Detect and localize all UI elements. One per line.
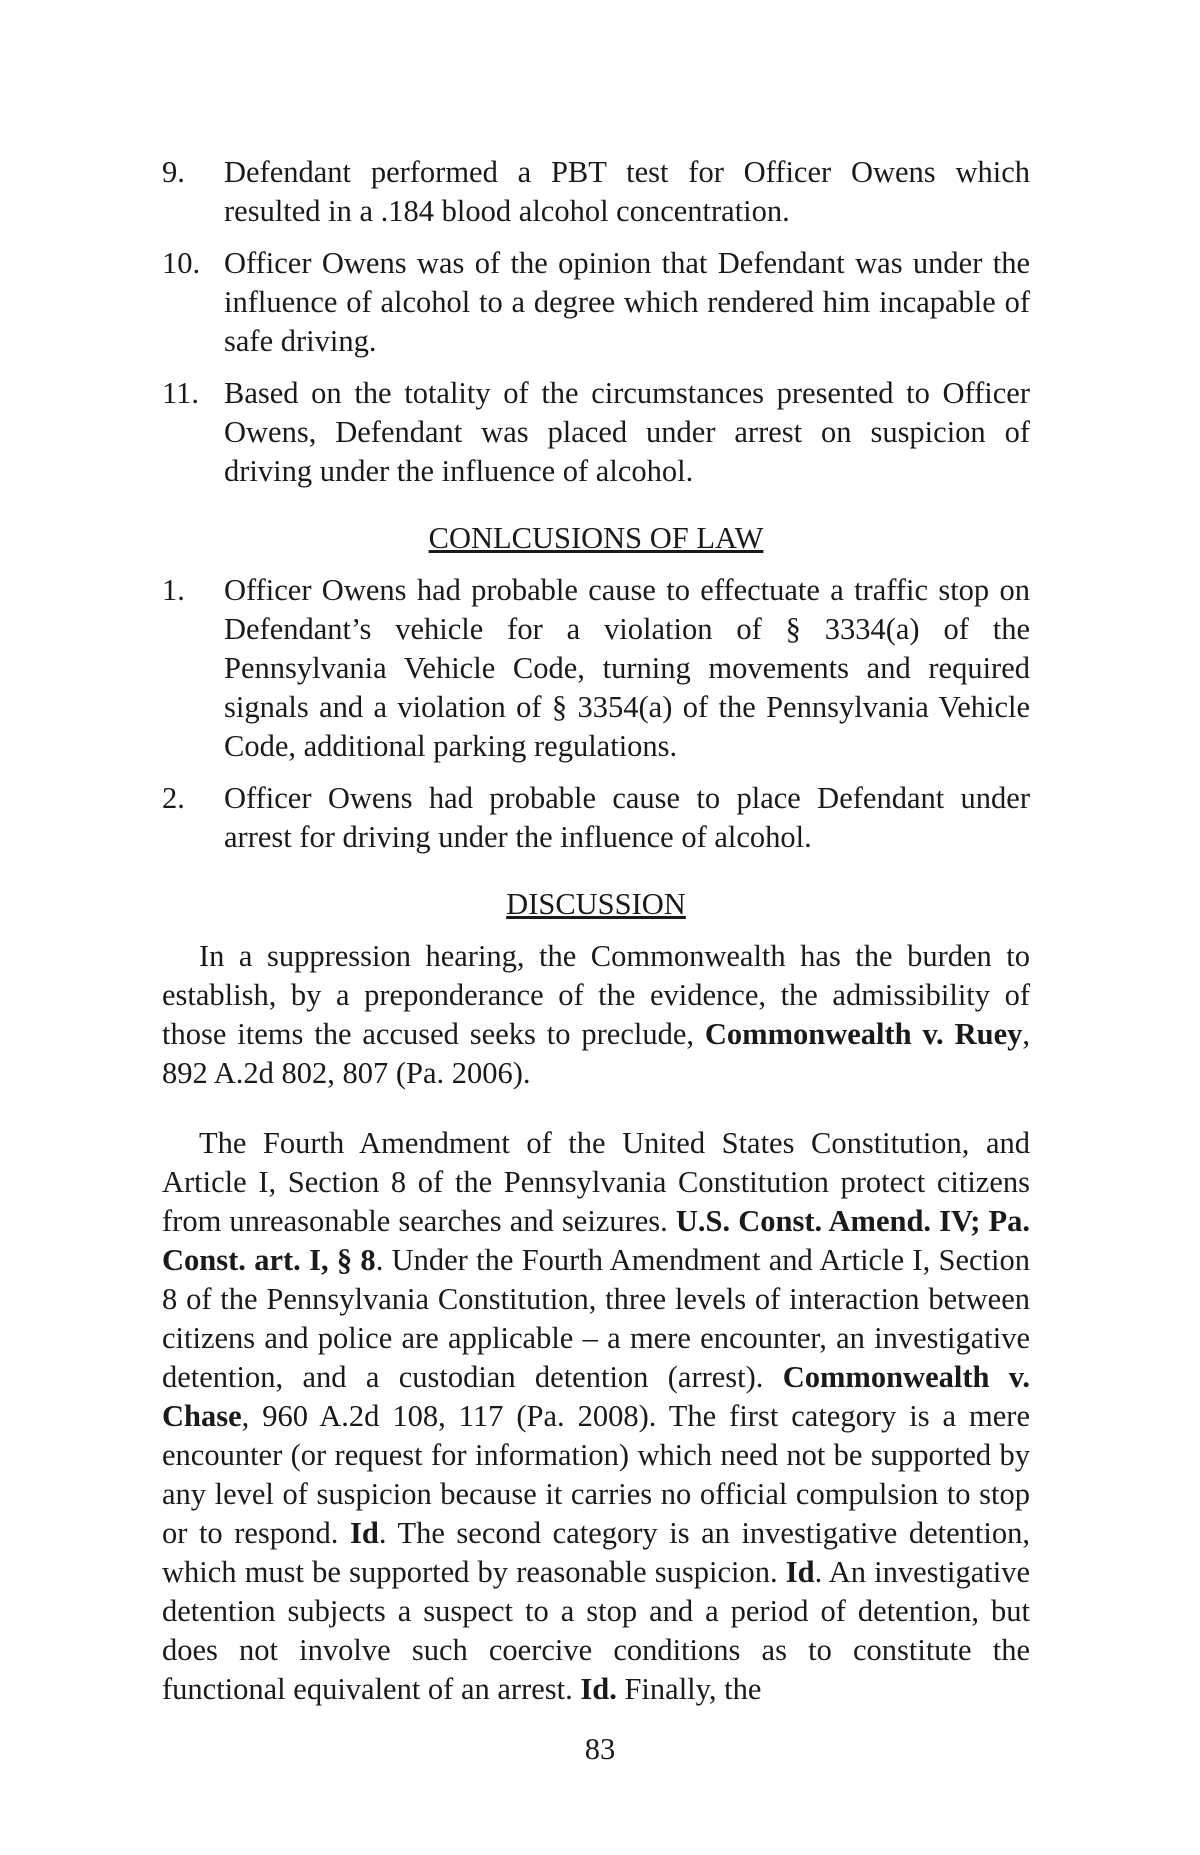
finding-text: Based on the totality of the circumstances presented to Officer Owens, Defendant was placed under arrest on suspicion of driving under the influence of alcohol. xyxy=(224,376,1030,488)
text-run: . The second category is an investigative detention, which must be supported by reasonable suspicion. xyxy=(162,1515,1030,1589)
conclusion-text: Officer Owens had probable cause to effectuate a traffic stop on Defendant’s vehicle for a violation of § 3334(a) of the Pennsylvania Vehicle Code, turning movements and required signals and a violation of § 3354(a) of the Pennsylvania Vehicle Code, additional parking regulations. xyxy=(224,573,1030,763)
conclusion-item xyxy=(162,571,1030,766)
conclusion-text: Officer Owens had probable cause to place Defendant under arrest for driving under the influence of alcohol. xyxy=(224,781,1030,854)
page-number: 83 xyxy=(584,1732,616,1766)
text-run: Finally, the xyxy=(616,1671,762,1706)
finding-number: 9. xyxy=(162,155,185,189)
case-citation: Commonwealth v. Chase xyxy=(162,1359,1030,1433)
case-citation: Commonwealth v. Ruey xyxy=(704,1017,1023,1051)
text-run: , 960 A.2d 108, 117 (Pa. 2008). The first category is a mere encounter (or request for information) which need not be supported by any level of suspicion because it carries no official compulsion to stop or to respond. xyxy=(162,1398,1030,1550)
conclusion-number: 2. xyxy=(162,781,185,815)
finding-text: Officer Owens was of the opinion that Defendant was under the influence of alcohol to a degree which rendered him incapable of safe driving. xyxy=(224,246,1030,358)
id-citation: Id xyxy=(785,1554,815,1589)
discussion-paragraph-1 xyxy=(162,937,1030,1093)
id-citation: Id xyxy=(349,1515,379,1550)
text-run: . An investigative detention subjects a suspect to a stop and a period of detention, but does not involve such coercive conditions as to constitute the functional equivalent of an arrest. xyxy=(162,1554,1030,1706)
discussion-paragraph-2 xyxy=(162,1124,1030,1709)
text-run: The Fourth Amendment of the United States Constitution, and Article I, Section 8 of the Pennsylvania Constitution protect citizens from unreasonable searches and seizures. xyxy=(162,1125,1030,1238)
discussion-heading: DISCUSSION xyxy=(506,887,686,921)
finding-number: 10. xyxy=(162,246,201,280)
constitution-citation: U.S. Const. Amend. IV; Pa. Const. art. I, § 8 xyxy=(162,1203,1030,1277)
text-run: , 892 A.2d 802, 807 (Pa. 2006). xyxy=(162,1017,1030,1090)
page-content xyxy=(162,153,1030,1722)
conclusions-heading: CONLCUSIONS OF LAW xyxy=(428,521,764,555)
finding-text: Defendant performed a PBT test for Officer Owens which resulted in a .184 blood alcohol concentration. xyxy=(224,155,1030,228)
finding-item xyxy=(162,374,1030,491)
text-run: . Under the Fourth Amendment and Article I, Section 8 of the Pennsylvania Constitution, three levels of interaction between citizens and police are applicable – a mere encounter, an investigative detention, and a custodian detention (arrest). xyxy=(162,1242,1030,1394)
finding-item xyxy=(162,244,1030,361)
id-citation: Id. xyxy=(580,1671,617,1706)
conclusion-item xyxy=(162,779,1030,857)
text-run: In a suppression hearing, the Commonwealth has the burden to establish, by a preponderance of the evidence, the admissibility of those items the accused seeks to preclude, xyxy=(162,939,1030,1051)
finding-number: 11. xyxy=(162,376,199,410)
finding-item xyxy=(162,153,1030,231)
conclusion-number: 1. xyxy=(162,573,185,607)
